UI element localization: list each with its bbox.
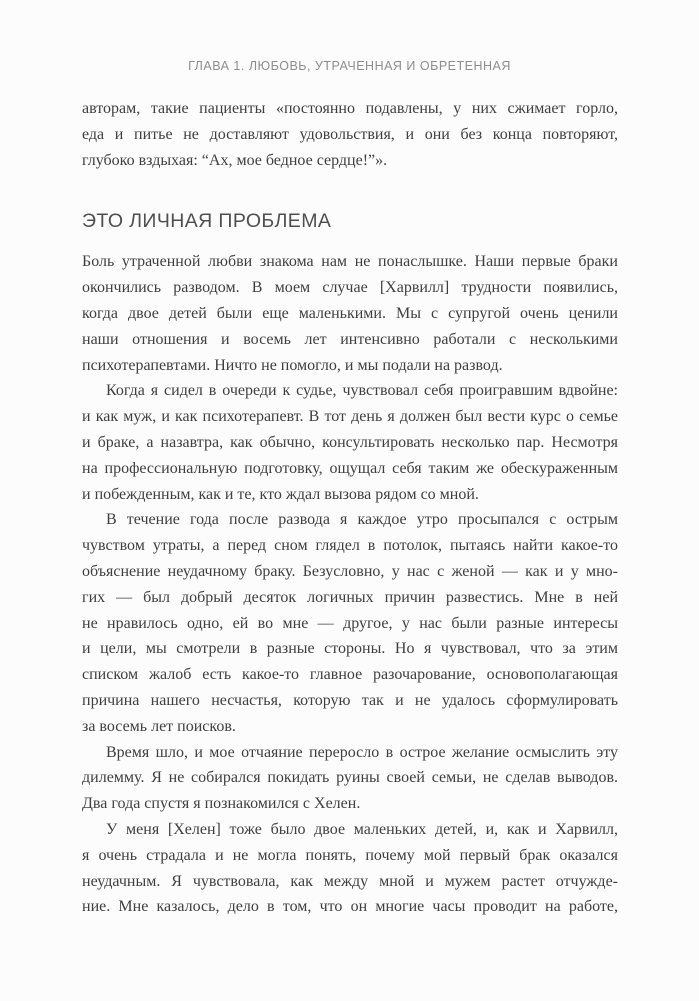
text-line: неудачным. Я чувствовала, как между мной и мужем растет отчужде- <box>82 872 618 890</box>
text-line: за восемь лет поисков. <box>82 717 236 735</box>
text-line: я очень страдала и не могла понять, почему мой первый брак оказался <box>82 846 618 864</box>
text-line: на профессиональную подготовку, ощущал себя таким же обескураженным <box>82 459 618 477</box>
text-line: причина нашего несчастья, которую так и не удалось сформулировать <box>82 691 618 709</box>
text-line: чувством утраты, а перед сном глядел в потолок, пытаясь найти какое-то <box>82 537 618 555</box>
paragraph <box>82 249 618 378</box>
text-line: списком жалоб есть какое-то главное разочарование, основополагающая <box>82 666 618 684</box>
text-line: Два года спустя я познакомился с Хелен. <box>82 795 361 813</box>
text-line: и браке, а назавтра, как обычно, консультировать несколько пар. Несмотря <box>82 433 618 451</box>
text-line: Боль утраченной любви знакома нам не понаслышке. Наши первые браки <box>82 253 618 271</box>
text-line: глубоко вздыхая: “Ах, мое бедное сердце!”». <box>82 151 388 169</box>
text-line: Когда я сидел в очереди к судье, чувствовал себя проигравшим вдвойне: <box>106 382 618 400</box>
text-line: наши отношения и восемь лет интенсивно работали с несколькими <box>82 330 618 348</box>
text-line: авторам, такие пациенты «постоянно подавлены, у них сжимает горло, <box>82 100 618 117</box>
section-heading: ЭТО ЛИЧНАЯ ПРОБЛЕМА <box>82 210 332 233</box>
text-line: и как муж, и как психотерапевт. В тот день я должен был вести курс о семье <box>82 408 618 426</box>
text-line: объяснение неудачному браку. Безусловно, у нас с женой — как и у мно- <box>82 562 618 580</box>
paragraph <box>82 96 618 173</box>
text-line: гих — был добрый десяток логичных причин развестись. Мне в ней <box>82 588 618 606</box>
page-body <box>82 0 618 920</box>
text-line: психотерапевтами. Ничто не помогло, и мы подали на развод. <box>82 356 503 374</box>
text-line: ние. Мне казалось, дело в том, что он многие часы проводит на работе, <box>82 898 618 916</box>
text-line: дилемму. Я не собирался покидать руины своей семьи, не сделав выводов. <box>82 769 618 787</box>
text-line: не нравилось одно, ей во мне — другое, у нас были разные интересы <box>82 614 618 632</box>
paragraph <box>82 740 618 817</box>
text-line: У меня [Хелен] тоже было двое маленьких детей, и, как и Харвилл, <box>106 820 618 838</box>
text-line: и цели, мы смотрели в разные стороны. Но я чувствовал, что за этим <box>82 640 618 658</box>
paragraph <box>82 817 618 920</box>
paragraph <box>82 507 618 739</box>
text-line: окончились разводом. В моем случае [Харвилл] трудности появились, <box>82 279 618 297</box>
text-line: Время шло, и мое отчаяние переросло в острое желание осмыслить эту <box>106 743 618 761</box>
text-line: когда двое детей были еще маленькими. Мы с супругой очень ценили <box>82 304 618 322</box>
paragraph <box>82 378 618 507</box>
running-header: ГЛАВА 1. ЛЮБОВЬ, УТРАЧЕННАЯ И ОБРЕТЕННАЯ <box>188 59 511 73</box>
text-line: еда и питье не доставляют удовольствия, и они без конца повторяют, <box>82 125 618 143</box>
text-line: и побежденным, как и те, кто ждал вызова рядом со мной. <box>82 485 479 503</box>
text-line: В течение года после развода я каждое утро просыпался с острым <box>106 511 618 529</box>
